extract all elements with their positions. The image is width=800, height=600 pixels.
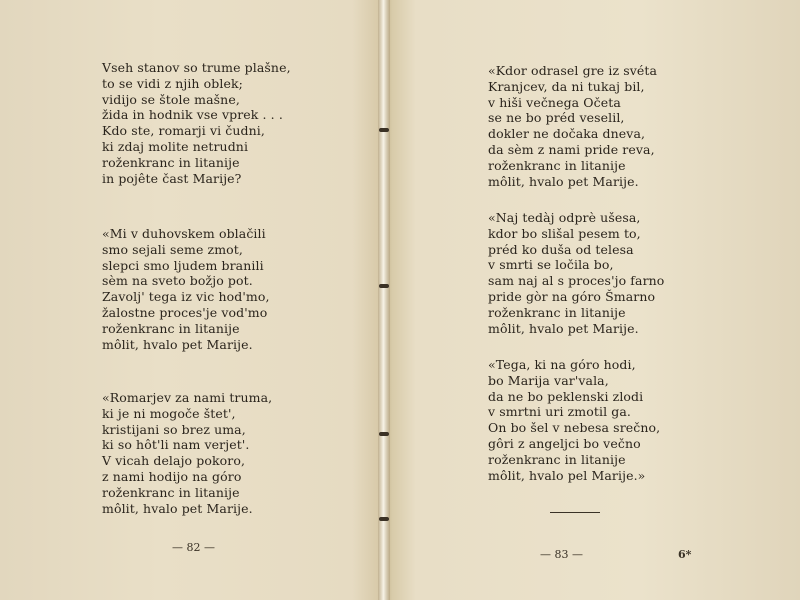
poem-line: to se vidi z njih oblek; bbox=[102, 75, 243, 91]
poem-line: da ne bo peklenski zlodi bbox=[488, 388, 644, 404]
right-page bbox=[390, 0, 800, 600]
poem-line: žida in hodnik vse vprek . . . bbox=[102, 107, 283, 123]
poem-line: «Mi v duhovskem oblačili bbox=[102, 226, 266, 241]
book-spine bbox=[378, 0, 390, 600]
poem-line: Kranjcev, da ni tukaj bil, bbox=[488, 78, 645, 94]
poem-stanza bbox=[488, 357, 660, 483]
binding-stitch bbox=[379, 432, 389, 436]
poem-line: v smrtni uri zmotil ga. bbox=[488, 404, 632, 420]
poem-stanza bbox=[488, 63, 657, 189]
poem-line: sèm na sveto božjo pot. bbox=[102, 273, 253, 289]
poem-line: kristijani so brez uma, bbox=[102, 421, 246, 437]
poem-line: v hiši večnega Očeta bbox=[488, 94, 621, 110]
poem-line: slepci smo ljudem branili bbox=[102, 257, 264, 273]
poem-line: bo Marija var'vala, bbox=[488, 372, 609, 388]
poem-line: roženkranc in litanije bbox=[488, 304, 626, 320]
poem-line: z nami hodijo na góro bbox=[102, 468, 242, 484]
binding-stitch bbox=[379, 128, 389, 132]
poem-line: kdor bo slišal pesem to, bbox=[488, 225, 641, 241]
poem-line: ki so hôt'li nam verjet'. bbox=[102, 437, 250, 453]
poem-line: roženkranc in litanije bbox=[102, 320, 240, 336]
poem-line: Kdo ste, romarji vi čudni, bbox=[102, 123, 265, 139]
signature-mark: 6* bbox=[678, 548, 692, 561]
poem-line: môlit, hvalo pet Marije. bbox=[102, 500, 253, 516]
poem-line: ki zdaj molite netrudni bbox=[102, 138, 249, 154]
poem-line: žalostne proces'je vod'mo bbox=[102, 304, 268, 320]
binding-stitch bbox=[379, 517, 389, 521]
poem-line: môlit, hvalo pet Marije. bbox=[102, 336, 253, 352]
poem-line: se ne bo préd veselil, bbox=[488, 110, 625, 126]
poem-line: sam naj al s proces'jo farno bbox=[488, 273, 665, 289]
poem-line: «Romarjev za nami truma, bbox=[102, 390, 273, 405]
poem-line: roženkranc in litanije bbox=[488, 157, 626, 173]
poem-line: pride gòr na góro Šmarno bbox=[488, 288, 656, 304]
poem-line: dokler ne dočaka dneva, bbox=[488, 126, 646, 142]
poem-line: roženkranc in litanije bbox=[488, 451, 626, 467]
poem-line: vidijo se štole mašne, bbox=[102, 91, 240, 107]
poem-line: Zavolj' tega iz vic hod'mo, bbox=[102, 289, 270, 305]
poem-line: «Kdor odrasel gre iz svéta bbox=[488, 63, 658, 78]
poem-stanza bbox=[102, 60, 291, 186]
left-page bbox=[0, 0, 378, 600]
binding-stitch bbox=[379, 284, 389, 288]
poem-line: môlit, hvalo pet Marije. bbox=[488, 173, 639, 189]
poem-line: «Tega, ki na góro hodi, bbox=[488, 357, 636, 372]
poem-line: in pojête čast Marije? bbox=[102, 170, 242, 186]
poem-stanza bbox=[102, 226, 270, 352]
end-rule bbox=[550, 512, 600, 513]
poem-line: roženkranc in litanije bbox=[102, 484, 240, 500]
poem-line: v smrti se ločila bo, bbox=[488, 257, 614, 273]
poem-line: V vicah delajo pokoro, bbox=[102, 453, 246, 469]
poem-line: ki je ni mogoče štet', bbox=[102, 405, 236, 421]
page-number: — 82 — bbox=[172, 541, 215, 554]
poem-line: môlit, hvalo pet Marije. bbox=[488, 320, 639, 336]
poem-line: roženkranc in litanije bbox=[102, 154, 240, 170]
poem-line: On bo šel v nebesa srečno, bbox=[488, 420, 661, 436]
poem-stanza bbox=[488, 210, 664, 336]
page-number: — 83 — bbox=[540, 548, 583, 561]
poem-stanza bbox=[102, 390, 272, 516]
poem-line: smo sejali seme zmot, bbox=[102, 241, 243, 257]
poem-line: gôri z angeljci bo večno bbox=[488, 435, 641, 451]
poem-line: Vseh stanov so trume plašne, bbox=[102, 60, 291, 75]
poem-line: môlit, hvalo pel Marije.» bbox=[488, 467, 646, 483]
poem-line: préd ko duša od telesa bbox=[488, 241, 634, 257]
poem-line: «Naj tedàj odprè ušesa, bbox=[488, 210, 641, 225]
poem-line: da sèm z nami pride reva, bbox=[488, 141, 655, 157]
